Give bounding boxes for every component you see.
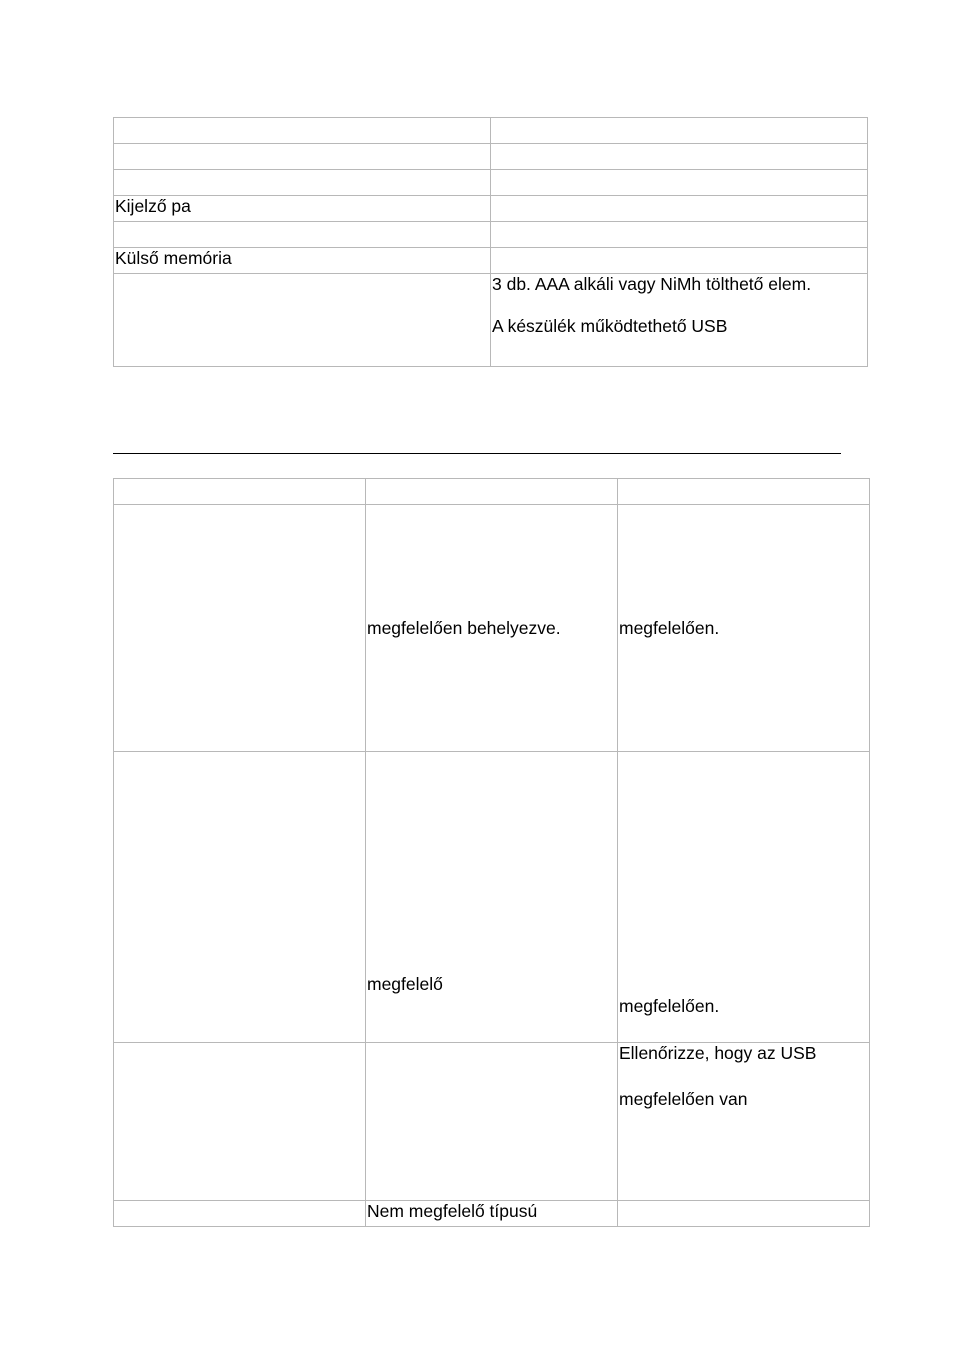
header-cell (618, 479, 870, 505)
power-line-1: 3 db. AAA alkáli vagy NiMh tölthető elem. (492, 274, 812, 294)
cause-cell (366, 752, 618, 1043)
spec-row (114, 170, 868, 196)
problem-cell (114, 752, 366, 1043)
trouble-row (114, 752, 870, 1043)
spec-label (114, 118, 491, 144)
spec-label (114, 222, 491, 248)
spec-row (114, 248, 868, 274)
power-line-2: A készülék működtethető USB (492, 316, 728, 336)
spec-value (491, 118, 868, 144)
spec-label (114, 274, 491, 367)
spec-row-power (114, 274, 868, 367)
spec-value-power (491, 274, 868, 367)
solution-line-2: megfelelően van (619, 1089, 748, 1109)
spec-value (491, 248, 868, 274)
solution-text: megfelelően. (619, 996, 720, 1016)
trouble-header-row (114, 479, 870, 505)
spec-label: Kijelző pa (114, 196, 491, 222)
spec-row (114, 196, 868, 222)
troubleshooting-table (113, 478, 870, 1227)
spec-label (114, 144, 491, 170)
spec-value (491, 144, 868, 170)
problem-cell (114, 1043, 366, 1201)
solution-line-1: Ellenőrizze, hogy az USB (619, 1043, 817, 1063)
header-cell (366, 479, 618, 505)
horizontal-divider (113, 453, 841, 454)
trouble-row (114, 505, 870, 752)
solution-cell (618, 752, 870, 1043)
problem-cell (114, 505, 366, 752)
cause-cell (366, 1043, 618, 1201)
spec-row (114, 222, 868, 248)
solution-cell (618, 1043, 870, 1201)
cause-text: megfelelően behelyezve. (367, 618, 561, 638)
solution-cell (618, 1201, 870, 1227)
solution-cell (618, 505, 870, 752)
spec-row (114, 118, 868, 144)
solution-text: megfelelően. (619, 618, 720, 638)
specification-table (113, 117, 868, 367)
cause-cell (366, 505, 618, 752)
spec-value (491, 170, 868, 196)
cause-cell: Nem megfelelő típusú (366, 1201, 618, 1227)
trouble-row (114, 1043, 870, 1201)
spec-row (114, 144, 868, 170)
problem-cell (114, 1201, 366, 1227)
cause-text: megfelelő (367, 974, 443, 994)
spec-label: Külső memória (114, 248, 491, 274)
trouble-row (114, 1201, 870, 1227)
spec-value (491, 222, 868, 248)
header-cell (114, 479, 366, 505)
spec-label (114, 170, 491, 196)
spec-value (491, 196, 868, 222)
